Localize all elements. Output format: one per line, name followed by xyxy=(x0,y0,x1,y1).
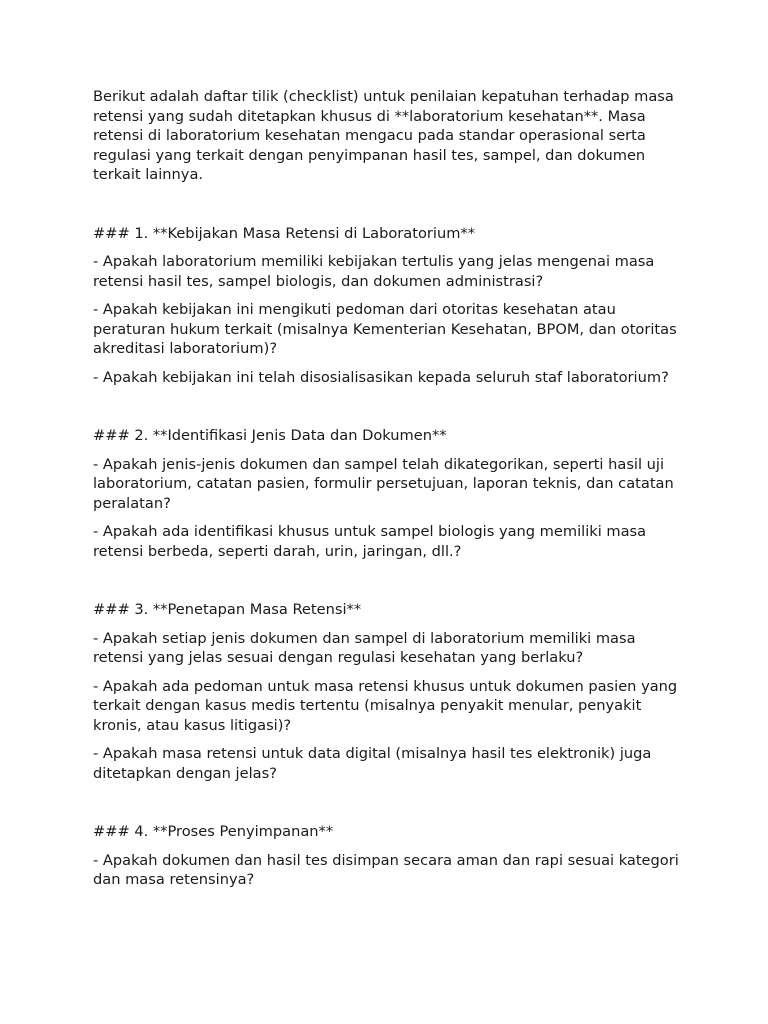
checklist-item: - Apakah jenis-jenis dokumen dan sampel telah dikategorikan, seperti hasil uji laboratorium, catatan pasien, formulir persetujuan, laporan teknis, dan catatan peralatan? xyxy=(93,455,674,512)
checklist-item: - Apakah dokumen dan hasil tes disimpan secara aman dan rapi sesuai kategori dan masa retensinya? xyxy=(93,851,679,888)
section-heading: ### 4. **Proses Penyimpanan** xyxy=(93,823,334,840)
section-2 xyxy=(93,426,683,561)
intro-paragraph: Berikut adalah daftar tilik (checklist) untuk penilaian kepatuhan terhadap masa retensi yang sudah ditetapkan khusus di **laboratorium kesehatan**. Masa retensi di laboratorium kesehatan mengacu pada standar operasional serta regulasi yang terkait dengan penyimpanan hasil tes, sampel, dan dokumen terkait lainnya. xyxy=(93,88,674,183)
section-heading: ### 3. **Penetapan Masa Retensi** xyxy=(93,601,362,618)
checklist-item: - Apakah kebijakan ini telah disosialisasikan kepada seluruh staf laboratorium? xyxy=(93,368,669,386)
section-4 xyxy=(93,822,683,890)
section-heading: ### 2. **Identifikasi Jenis Data dan Dokumen** xyxy=(93,427,447,444)
section-3 xyxy=(93,600,683,783)
checklist-item: - Apakah kebijakan ini mengikuti pedoman dari otoritas kesehatan atau peraturan hukum terkait (misalnya Kementerian Kesehatan, BPOM, dan otoritas akreditasi laboratorium)? xyxy=(93,301,677,357)
checklist-item: - Apakah ada pedoman untuk masa retensi khusus untuk dokumen pasien yang terkait dengan kasus medis tertentu (misalnya penyakit menular, penyakit kronis, atau kasus litigasi)? xyxy=(93,677,678,734)
section-heading: ### 1. **Kebijakan Masa Retensi di Laboratorium** xyxy=(93,224,476,242)
checklist-item: - Apakah ada identifikasi khusus untuk sampel biologis yang memiliki masa retensi berbeda, seperti darah, urin, jaringan, dll.? xyxy=(93,523,647,560)
checklist-item: - Apakah laboratorium memiliki kebijakan tertulis yang jelas mengenai masa retensi hasil tes, sampel biologis, dan dokumen administrasi? xyxy=(93,253,655,290)
document-page xyxy=(93,87,683,899)
checklist-item: - Apakah masa retensi untuk data digital (misalnya hasil tes elektronik) juga ditetapkan dengan jelas? xyxy=(93,745,652,782)
section-1 xyxy=(93,224,683,388)
checklist-item: - Apakah setiap jenis dokumen dan sampel di laboratorium memiliki masa retensi yang jelas sesuai dengan regulasi kesehatan yang berlaku? xyxy=(93,629,636,666)
